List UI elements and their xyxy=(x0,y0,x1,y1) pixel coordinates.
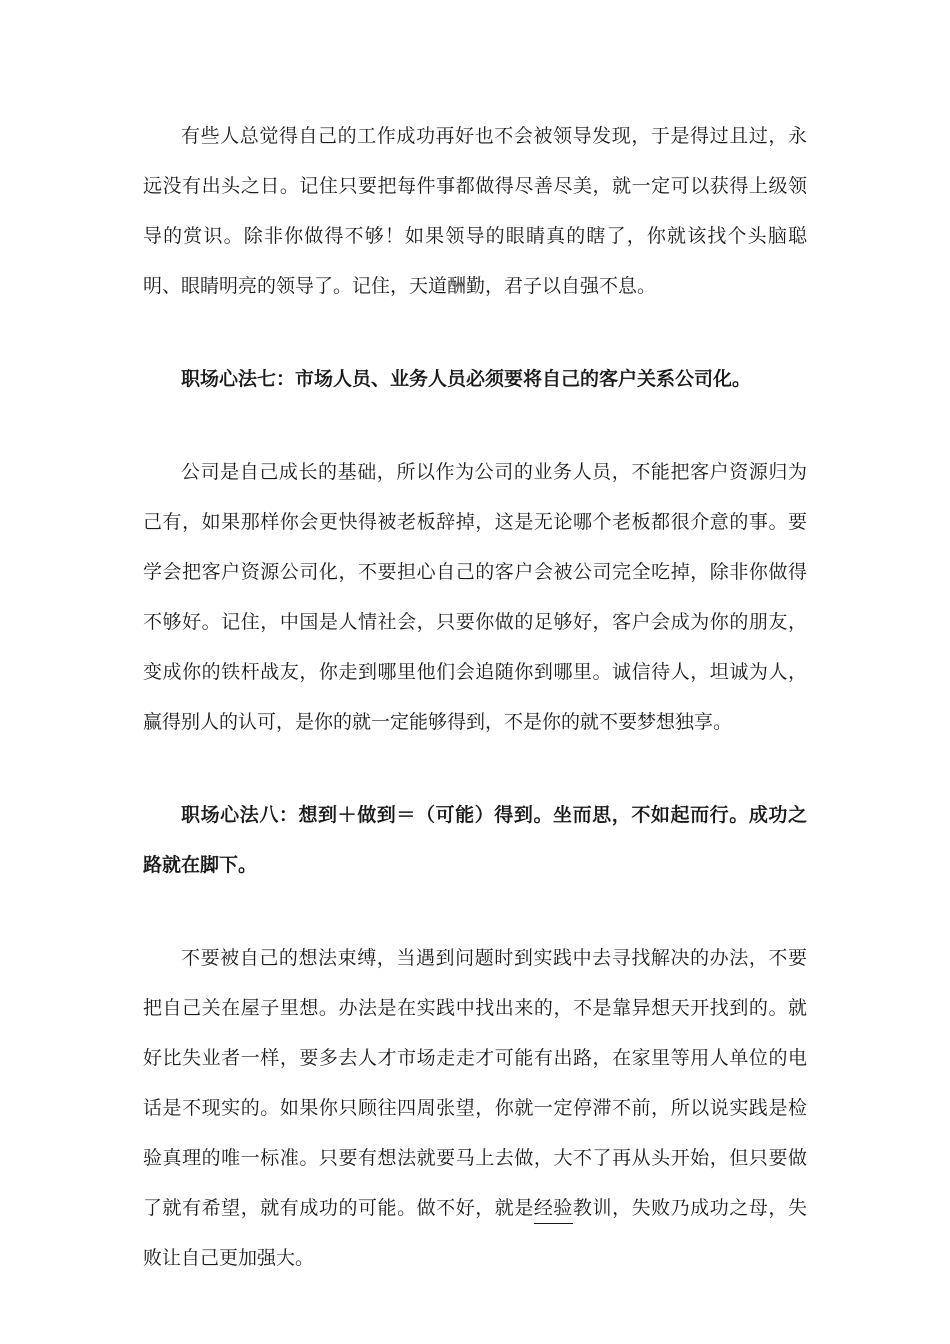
heading-principle-eight: 职场心法八：想到＋做到＝（可能）得到。坐而思，不如起而行。成功之路就在脚下。 xyxy=(143,804,807,876)
paragraph-practice xyxy=(143,933,807,1283)
document-body xyxy=(143,111,807,1283)
paragraph-diligence: 有些人总觉得自己的工作成功再好也不会被领导发现，于是得过且过，永远没有出头之日。记住只要把每件事都做得尽善尽美，就一定可以获得上级领导的赏识。除非你做得不够！如果领导的眼睛真的瞎了，你就该找个头脑聪明、眼睛明亮的领导了。记住，天道酬勤，君子以自强不息。 xyxy=(143,125,807,297)
paragraph-practice-text-before: 不要被自己的想法束缚，当遇到问题时到实践中去寻找解决的办法，不要把自己关在屋子里想。办法是在实践中找出来的，不是靠异想天开找到的。就好比失业者一样，要多去人才市场走走才可能有出路，在家里等用人单位的电话是不现实的。如果你只顾往四周张望，你就一定停滞不前，所以说实践是检验真理的唯一标准。只要有想法就要马上去做，大不了再从头开始，但只要做了就有希望，就有成功的可能。做不好，就是 xyxy=(143,947,807,1219)
paragraph-practice-text-after: 教训，失败乃成功之母，失败让自己更加强大。 xyxy=(143,1197,807,1269)
heading-principle-seven: 职场心法七：市场人员、业务人员必须要将自己的客户关系公司化。 xyxy=(181,368,752,390)
underlined-word: 经验 xyxy=(533,1197,573,1219)
paragraph-client-relations: 公司是自己成长的基础，所以作为公司的业务人员，不能把客户资源归为己有，如果那样你会更快得被老板辞掉，这是无论哪个老板都很介意的事。要学会把客户资源公司化，不要担心自己的客户会被公司完全吃掉，除非你做得不够好。记住，中国是人情社会，只要你做的足够好，客户会成为你的朋友，变成你的铁杆战友，你走到哪里他们会追随你到哪里。诚信待人，坦诚为人，赢得别人的认可，是你的就一定能够得到，不是你的就不要梦想独享。 xyxy=(143,461,807,733)
